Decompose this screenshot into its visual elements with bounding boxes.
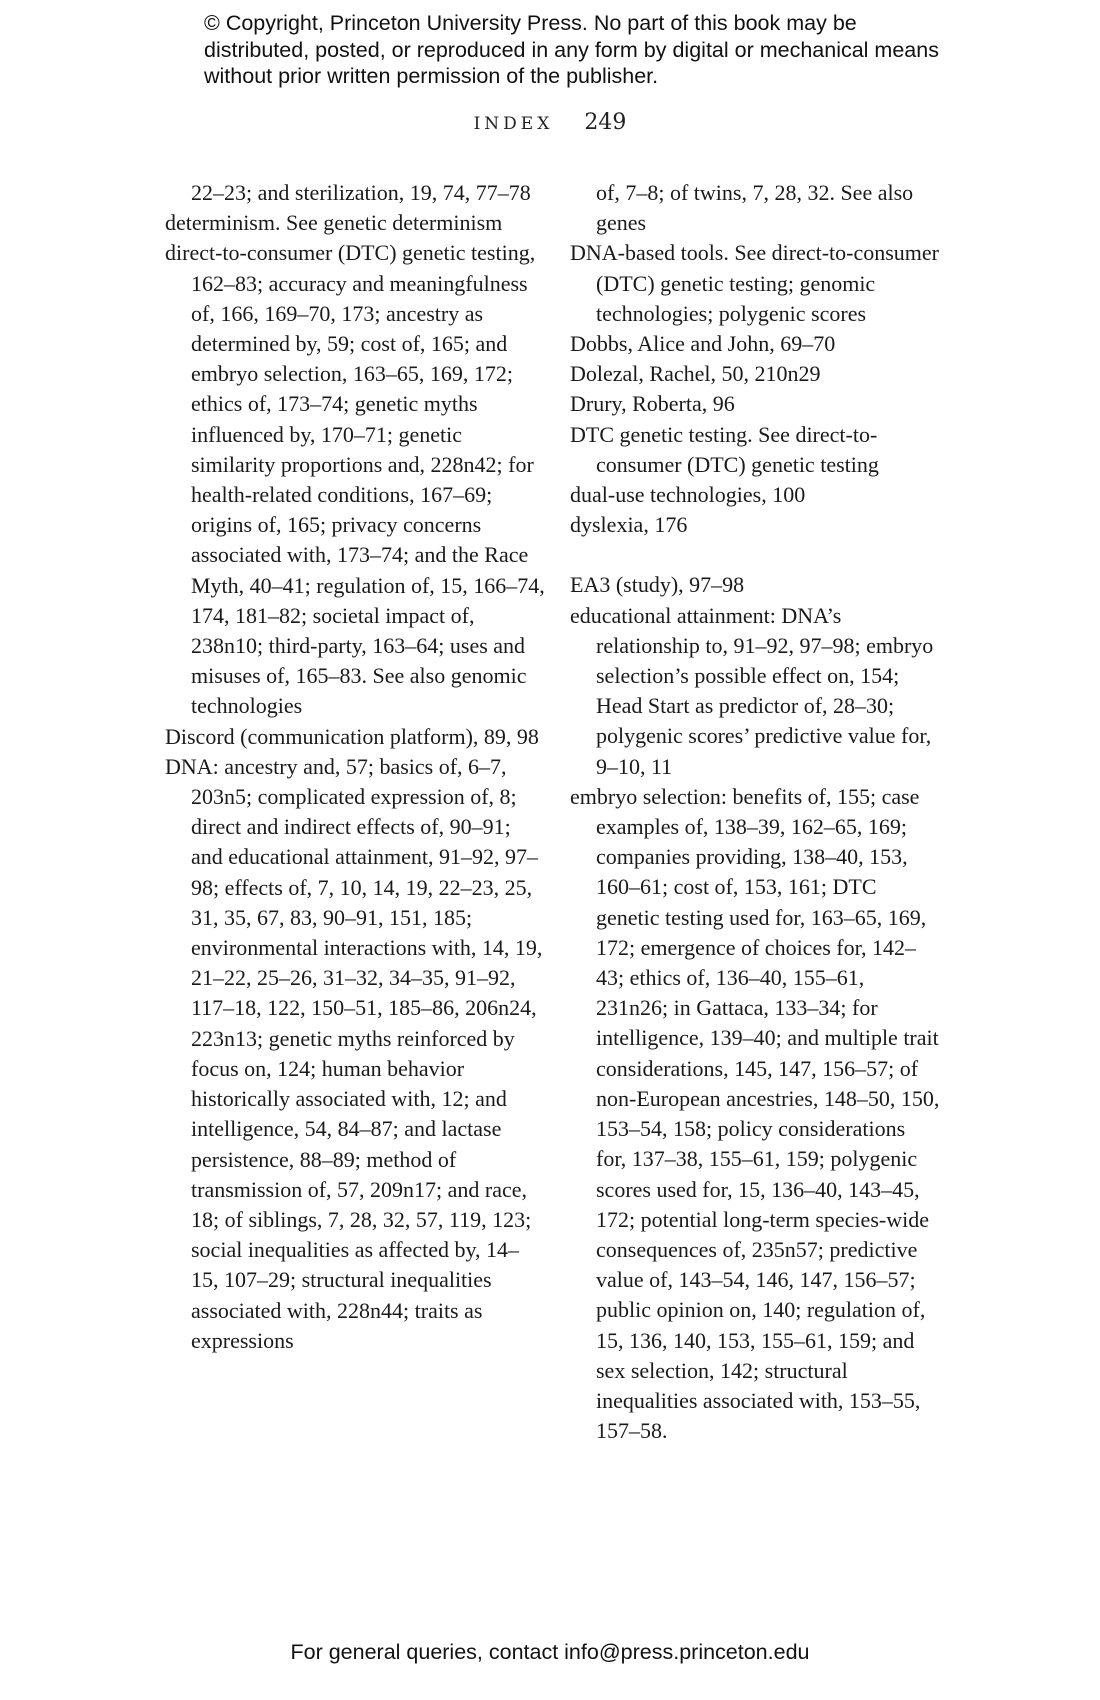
- index-entry: DNA-based tools. See direct-to-consumer (DTC) genetic testing; genomic technologies; polygenic scores: [570, 240, 940, 326]
- index-entry: EA3 (study), 97–98: [570, 572, 745, 598]
- index-entry: Dobbs, Alice and John, 69–70: [570, 331, 836, 357]
- copyright-notice: © Copyright, Princeton University Press. No part of this book may be distributed, posted, or reproduced in any form by digital or mechanical means without prior written permission of the publisher.: [204, 11, 939, 88]
- index-entry: educational attainment: DNA’s relationship to, 91–92, 97–98; embryo selection’s possible effect on, 154; Head Start as predictor of, 28–30; polygenic scores’ predictive value for, 9–10, 11: [570, 602, 934, 779]
- footer-contact: For general queries, contact info@press.princeton.edu: [290, 1640, 810, 1664]
- section-title: INDEX: [473, 114, 554, 134]
- index-entry: DNA: ancestry and, 57; basics of, 6–7, 203n5; complicated expression of, 8; direct and indirect effects of, 90–91; and educational attainment, 91–92, 97–98; effects of, 7, 10, 14, 19, 22–23, 25, 31, 35, 67, 83, 90–91, 151, 185; environmental interactions with, 14, 19, 21–22, 25–26, 31–32, 34–35, 91–92, 117–18, 122, 150–51, 185–86, 206n24, 223n13; genetic myths reinforced by focus on, 124; human behavior historically associated with, 12; and intelligence, 54, 84–87; and lactase persistence, 88–89; method of transmission of, 57, 209n17; and race, 18; of siblings, 7, 28, 32, 57, 119, 123; social inequalities as affected by, 14–15, 107–29; structural inequalities associated with, 228n44; traits as expressions: [165, 753, 543, 1353]
- index-entry: embryo selection: benefits of, 155; case examples of, 138–39, 162–65, 169; companies providing, 138–40, 153, 160–61; cost of, 153, 161; DTC genetic testing used for, 163–65, 169, 172; emergence of choices for, 142–43; ethics of, 136–40, 155–61, 231n26; in Gattaca, 133–34; for intelligence, 139–40; and multiple trait considerations, 145, 147, 156–57; of non-European ancestries, 148–50, 150, 153–54, 158; policy considerations for, 137–38, 155–61, 159; polygenic scores used for, 15, 136–40, 143–45, 172; potential long-term species-wide consequences of, 235n57; predictive value of, 143–54, 146, 147, 156–57; public opinion on, 140; regulation of, 15, 136, 140, 153, 155–61, 159; and sex selection, 142; structural inequalities associated with, 153–55, 157–58.: [570, 783, 940, 1444]
- index-entry: dyslexia, 176: [570, 512, 688, 538]
- index-entry: DTC genetic testing. See direct-to-consumer (DTC) genetic testing: [570, 421, 879, 477]
- index-entry: Drury, Roberta, 96: [570, 391, 735, 417]
- index-column-left: [165, 178, 545, 1356]
- index-entry: 22–23; and sterilization, 19, 74, 77–78: [191, 180, 531, 205]
- index-column-right: [570, 178, 940, 1446]
- index-entry: direct-to-consumer (DTC) genetic testing, 162–83; accuracy and meaningfulness of, 166, 169–70, 173; ancestry as determined by, 59; cost of, 165; and embryo selection, 163–65, 169, 172; ethics of, 173–74; genetic myths influenced by, 170–71; genetic similarity proportions and, 228n42; for health-related conditions, 167–69; origins of, 165; privacy concerns associated with, 173–74; and the Race Myth, 40–41; regulation of, 15, 166–74, 174, 181–82; societal impact of, 238n10; third-party, 163–64; uses and misuses of, 165–83. See also genomic technologies: [165, 240, 545, 719]
- index-entry: of, 7–8; of twins, 7, 28, 32. See also genes: [596, 180, 914, 236]
- index-entry: Discord (communication platform), 89, 98: [165, 723, 539, 749]
- index-entry: dual-use technologies, 100: [570, 482, 806, 508]
- running-head: [0, 110, 1100, 135]
- index-entry: Dolezal, Rachel, 50, 210n29: [570, 361, 821, 387]
- page-number: 249: [584, 110, 627, 135]
- index-entry: determinism. See genetic determinism: [165, 210, 503, 236]
